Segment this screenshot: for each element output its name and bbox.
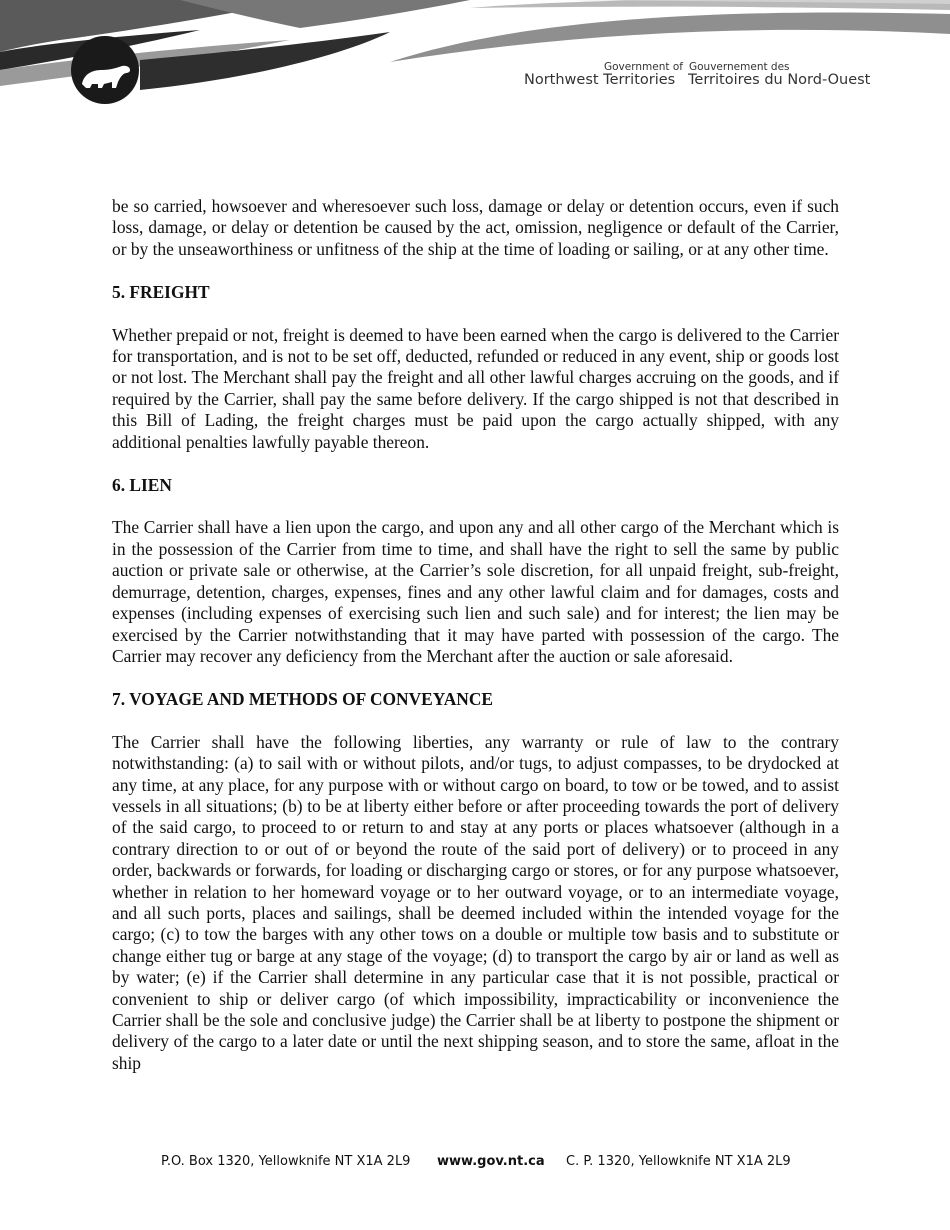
gov-fr-small-label: Gouvernement des xyxy=(689,61,790,73)
gov-en-small-label: Government of xyxy=(604,61,683,73)
gov-fr-name: Territoires du Nord-Ouest xyxy=(688,72,871,88)
section-heading-freight: 5. FREIGHT xyxy=(112,281,210,302)
gov-en-name: Northwest Territories xyxy=(524,72,676,88)
section-text-voyage: The Carrier shall have the following liberties, any warranty or rule of law to the contrary notwithstanding: (a) to sail with or without pilots, and/or tugs, to adjust compasses, to be drydocked at any time, at any place, for any purpose with or without cargo on board, to tow or be towed, and to assist vessels in all situations; (b) to be at liberty either before or after proceeding towards the port of delivery of the said cargo, to proceed to or return to and stay at any ports or places whatsoever (although in a contrary direction to or out of or beyond the route of the said port of delivery) or to proceed in any order, backwards or forwards, for loading or discharging cargo or stores, or for any purpose whatsoever, whether in relation to her homeward voyage or to her outward voyage, or to an intermediate voyage, and all such ports, places and sailings, shall be deemed included within the intended voyage for the cargo; (c) to tow the barges with any other tows on a double or multiple tow basis and to substitute or change either tug or barge at any stage of the voyage; (d) to transport the cargo by air or land as well as by water; (e) if the Carrier shall determine in any particular case that it is not possible, practical or convenient to ship or deliver cargo (of which impossibility, impracticability or inconvenience the Carrier shall be the sole and conclusive judge) the Carrier shall be at liberty to postpone the shipment or delivery of the cargo to a later date or until the next shipping season, and to store the same, afloat in the ship xyxy=(112,731,839,1073)
footer-address-en: P.O. Box 1320, Yellowknife NT X1A 2L9 xyxy=(161,1154,411,1169)
section-text-freight: Whether prepaid or not, freight is deemed to have been earned when the cargo is delivered to the Carrier for transportation, and is not to be set off, deducted, refunded or reduced in any event, ship or goods lost or not lost. The Merchant shall pay the freight and all other lawful charges accruing on the goods, and if required by the Carrier, shall pay the same before delivery. If the cargo shipped is not that described in this Bill of Lading, the freight charges must be paid upon the cargo actually shipped, with any additional penalties lawfully payable thereon. xyxy=(112,324,839,452)
intro-paragraph: be so carried, howsoever and wheresoever such loss, damage or delay or detention occurs, even if such loss, damage, or delay or detention be caused by the act, omission, negligence or default of the Carrier, or by the unseaworthiness or unfitness of the ship at the time of loading or sailing, or at any other time. xyxy=(112,196,839,259)
section-heading-lien: 6. LIEN xyxy=(112,474,172,495)
document-body xyxy=(112,196,839,1096)
footer-address-fr: C. P. 1320, Yellowknife NT X1A 2L9 xyxy=(566,1154,791,1169)
section-heading-voyage: 7. VOYAGE AND METHODS OF CONVEYANCE xyxy=(112,688,494,709)
letterhead-swoosh-graphic xyxy=(0,0,950,110)
letterhead xyxy=(0,0,950,110)
footer-website-link[interactable]: www.gov.nt.ca xyxy=(437,1154,545,1169)
polar-bear-icon xyxy=(76,60,136,90)
section-text-lien: The Carrier shall have a lien upon the cargo, and upon any and all other cargo of the Merchant which is in the possession of the Carrier from time to time, and shall have the right to sell the same by public auction or private sale or otherwise, at the Carrier’s sole discretion, for all unpaid freight, sub-freight, demurrage, detention, charges, expenses, fines and any other lawful claim and for damages, costs and expenses (including expenses of exercising such lien and such sale) and for interest; the lien may be exercised by the Carrier notwithstanding that it may have parted with possession of the cargo. The Carrier may recover any deficiency from the Merchant after the auction or sale aforesaid. xyxy=(112,517,839,666)
